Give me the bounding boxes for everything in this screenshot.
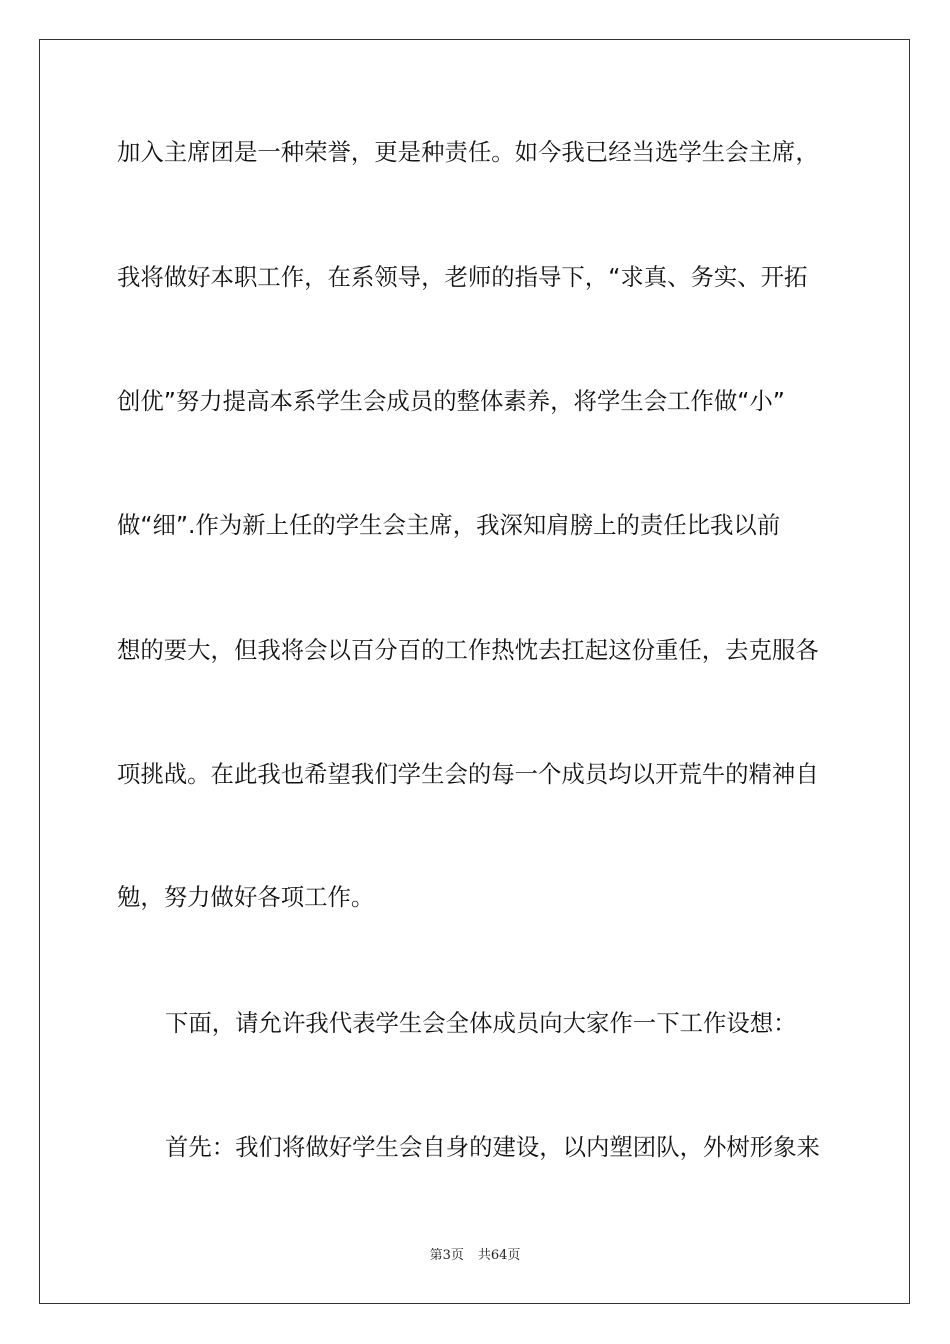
body-line-3: 创优”努力提高本系学生会成员的整体素养，将学生会工作做“小” [117, 387, 785, 415]
page-border [39, 39, 910, 1304]
page-number-label: 第3页 [429, 1248, 464, 1263]
body-line-1: 加入主席团是一种荣誉，更是种责任。如今我已经当选学生会主席， [117, 138, 819, 166]
body-line-4: 做“细”.作为新上任的学生会主席，我深知肩膀上的责任比我以前 [117, 511, 781, 539]
body-line-9: 首先：我们将做好学生会自身的建设，以内塑团队，外树形象来 [165, 1133, 820, 1161]
body-line-7: 勉，努力做好各项工作。 [117, 883, 375, 911]
body-line-8: 下面，请允许我代表学生会全体成员向大家作一下工作设想： [165, 1009, 797, 1037]
page-footer [0, 1247, 950, 1265]
total-pages-label: 共64页 [477, 1248, 521, 1263]
body-line-6: 项挑战。在此我也希望我们学生会的每一个成员均以开荒牛的精神自 [117, 760, 819, 788]
body-line-5: 想的要大，但我将会以百分百的工作热忱去扛起这份重任，去克服各 [117, 636, 819, 664]
body-line-2: 我将做好本职工作，在系领导，老师的指导下，“求真、务实、开拓 [117, 263, 808, 291]
